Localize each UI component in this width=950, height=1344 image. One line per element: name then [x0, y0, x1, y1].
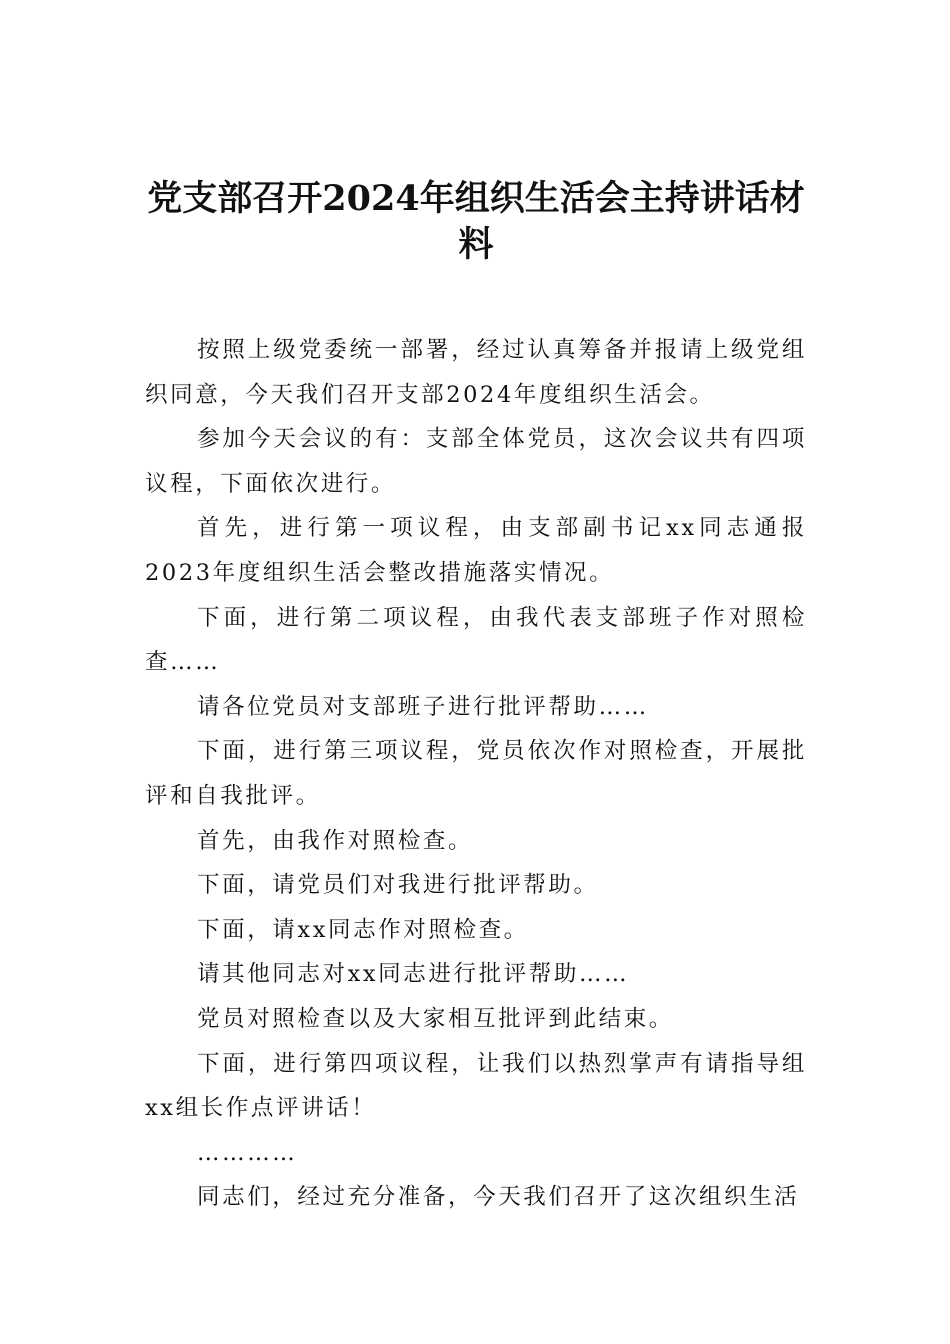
- document-title: 党支部召开2024年组织生活会主持讲话材料: [147, 178, 805, 265]
- paragraph: 下面，进行第四项议程，让我们以热烈掌声有请指导组xx组长作点评讲话！: [145, 1050, 807, 1122]
- paragraph: 同志们，经过充分准备，今天我们召开了这次组织生活: [197, 1184, 800, 1211]
- paragraph: 首先，由我作对照检查。: [197, 827, 474, 854]
- paragraph: 首先，进行第一项议程，由支部副书记xx同志通报2023年度组织生活会整改措施落实情况。: [145, 515, 807, 586]
- paragraph: 下面，请xx同志作对照检查。: [197, 916, 529, 943]
- paragraph: 请各位党员对支部班子进行批评帮助……: [197, 693, 649, 720]
- document-body: [145, 328, 807, 1220]
- paragraph: …………: [197, 1139, 298, 1166]
- paragraph: 按照上级党委统一部署，经过认真筹备并报请上级党组织同意，今天我们召开支部2024年度组织生活会。: [145, 337, 807, 408]
- paragraph: 下面，请党员们对我进行批评帮助。: [197, 872, 599, 899]
- paragraph: 党员对照检查以及大家相互批评到此结束。: [197, 1005, 674, 1032]
- paragraph: 请其他同志对xx同志进行批评帮助……: [197, 961, 630, 988]
- paragraph: 参加今天会议的有：支部全体党员，这次会议共有四项议程，下面依次进行。: [145, 426, 807, 497]
- paragraph: 下面，进行第三项议程，党员依次作对照检查，开展批评和自我批评。: [145, 738, 807, 809]
- paragraph: 下面，进行第二项议程，由我代表支部班子作对照检查……: [145, 604, 807, 676]
